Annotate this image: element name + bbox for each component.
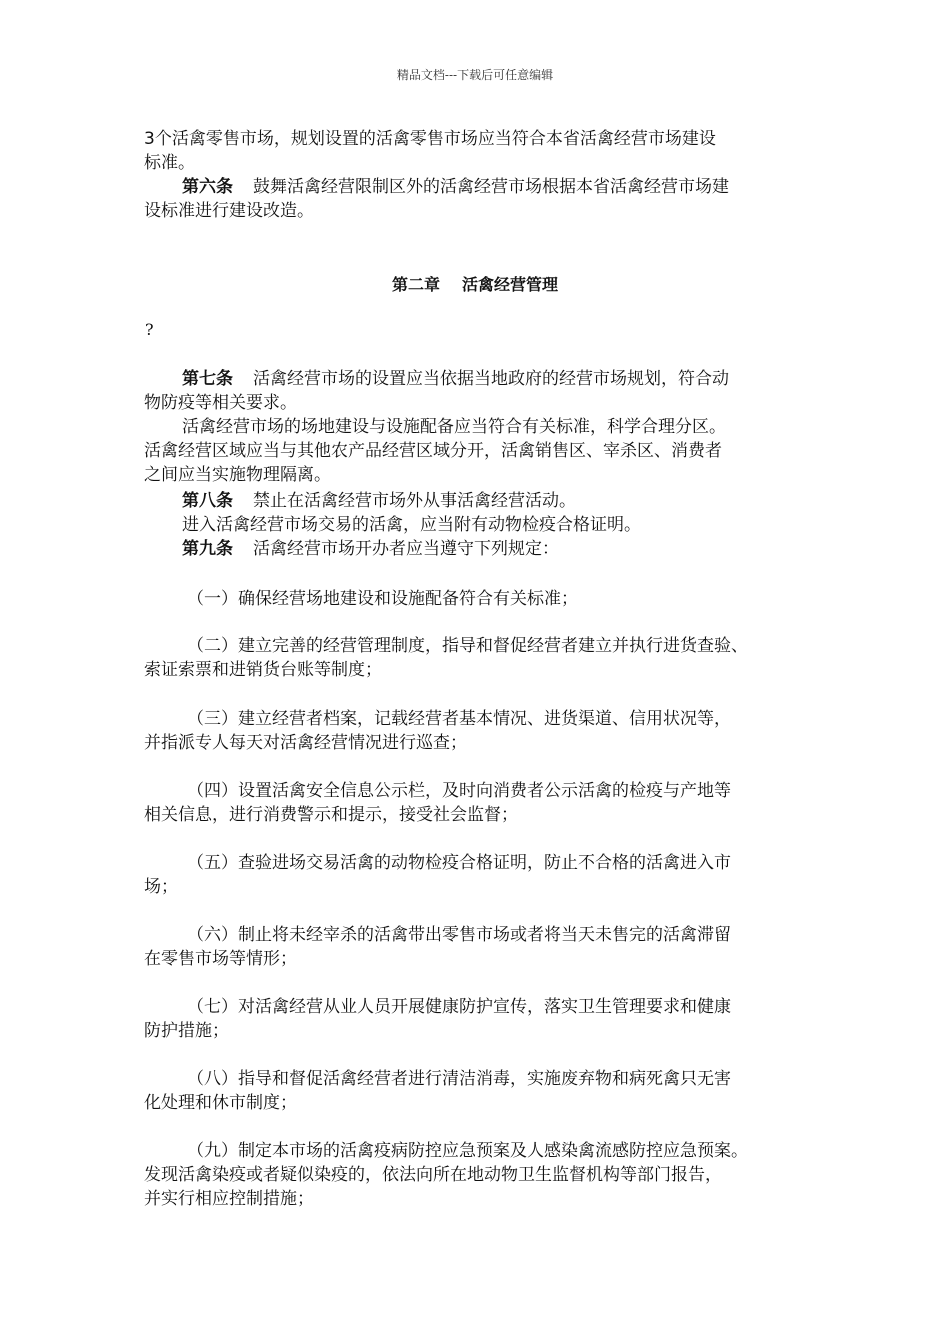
list-item-continuation: 防护措施； — [144, 1021, 229, 1041]
article-6-text: 鼓舞活禽经营限制区外的活禽经营市场根据本省活禽经营市场建 — [253, 177, 729, 197]
list-item-continuation: 化处理和休市制度； — [144, 1093, 297, 1113]
paragraph-line: 设标准进行建设改造。 — [144, 201, 314, 221]
list-item-continuation: 发现活禽染疫或者疑似染疫的，依法向所在地动物卫生监督机构等部门报告， — [144, 1165, 722, 1185]
article-8-line — [182, 490, 576, 512]
list-item: （五）查验进场交易活禽的动物检疫合格证明，防止不合格的活禽进入市 — [187, 853, 731, 873]
list-item: （六）制止将未经宰杀的活禽带出零售市场或者将当天未售完的活禽滞留 — [187, 925, 731, 945]
article-8-text: 禁止在活禽经营市场外从事活禽经营活动。 — [253, 491, 576, 511]
list-item: （四）设置活禽安全信息公示栏，及时向消费者公示活禽的检疫与产地等 — [187, 781, 731, 801]
list-item: （九）制定本市场的活禽疫病防控应急预案及人感染禽流感防控应急预案。 — [187, 1141, 748, 1161]
article-7-label: 第七条 — [182, 369, 233, 389]
list-item-continuation: 相关信息，进行消费警示和提示，接受社会监督； — [144, 805, 518, 825]
placeholder-mark: ? — [145, 320, 154, 339]
list-item: （八）指导和督促活禽经营者进行清洁消毒，实施废弃物和病死禽只无害 — [187, 1069, 731, 1089]
article-9-line — [182, 538, 559, 560]
page-header: 精品文档---下载后可任意编辑 — [396, 68, 554, 82]
article-9-text: 活禽经营市场开办者应当遵守下列规定： — [253, 539, 559, 559]
list-item-continuation: 场； — [144, 877, 178, 897]
article-6-line — [182, 176, 729, 198]
paragraph-line: 活禽经营市场的场地建设与设施配备应当符合有关标准，科学合理分区。 — [182, 417, 726, 437]
list-item-continuation: 在零售市场等情形； — [144, 949, 297, 969]
list-item: （七）对活禽经营从业人员开展健康防护宣传，落实卫生管理要求和健康 — [187, 997, 731, 1017]
paragraph-line: 物防疫等相关要求。 — [144, 393, 297, 413]
paragraph-line: 之间应当实施物理隔离。 — [144, 465, 331, 485]
list-item: （三）建立经营者档案，记载经营者基本情况、进货渠道、信用状况等， — [187, 709, 731, 729]
chapter-heading — [0, 272, 950, 295]
list-item-continuation: 并实行相应控制措施； — [144, 1189, 314, 1209]
chapter-number: 第二章 — [391, 275, 440, 294]
list-item-continuation: 并指派专人每天对活禽经营情况进行巡查； — [144, 733, 467, 753]
paragraph-line: 标准。 — [144, 153, 195, 173]
list-item-continuation: 索证索票和进销货台账等制度； — [144, 660, 382, 680]
article-7-text: 活禽经营市场的设置应当依据当地政府的经营市场规划，符合动 — [253, 369, 729, 389]
list-item: （一）确保经营场地建设和设施配备符合有关标准； — [187, 589, 578, 609]
list-item: （二）建立完善的经营管理制度，指导和督促经营者建立并执行进货查验、 — [187, 636, 748, 656]
chapter-title: 活禽经营管理 — [462, 275, 559, 294]
article-8-label: 第八条 — [182, 491, 233, 511]
article-6-label: 第六条 — [182, 177, 233, 197]
paragraph-line: 活禽经营区域应当与其他农产品经营区域分开，活禽销售区、宰杀区、消费者 — [144, 441, 722, 461]
article-9-label: 第九条 — [182, 539, 233, 559]
paragraph-line: 进入活禽经营市场交易的活禽，应当附有动物检疫合格证明。 — [182, 515, 641, 535]
paragraph-line: 3个活禽零售市场，规划设置的活禽零售市场应当符合本省活禽经营市场建设 — [144, 129, 716, 149]
article-7-line — [182, 368, 729, 390]
